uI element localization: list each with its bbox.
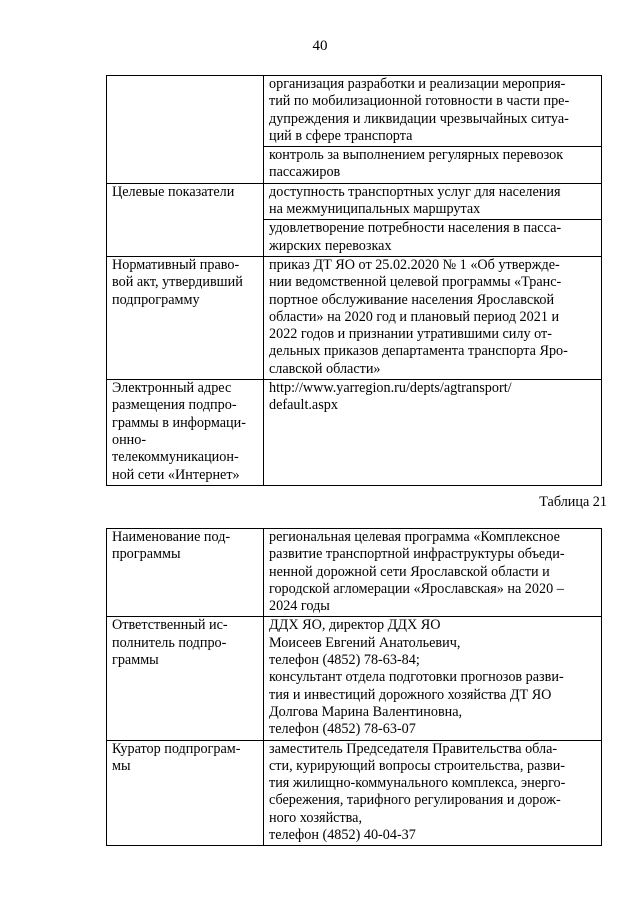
label-line: полнитель подпро-: [112, 634, 227, 651]
value-line: ций в сфере транспорта: [269, 127, 413, 144]
row-label-cell: [107, 740, 264, 846]
value-line: консультант отдела подготовки прогнозов разви-: [269, 669, 564, 686]
label-line: размещения подпро-: [112, 397, 237, 414]
value-line: городской агломерации «Ярославская» на 2020 –: [269, 580, 564, 597]
value-line: ного хозяйства,: [269, 809, 363, 826]
subprogram-passport-table-21: [106, 528, 602, 846]
row-value-cell: [264, 183, 602, 220]
value-line: default.aspx: [269, 397, 338, 414]
value-line: нии ведомственной целевой программы «Транс-: [269, 274, 562, 291]
label-line: Наименование под-: [112, 529, 231, 545]
value-line: телефон (4852) 78-63-84;: [269, 652, 420, 669]
value-line: организация разработки и реализации мероприя-: [269, 76, 566, 92]
label-line: Ответственный ис-: [112, 617, 228, 634]
row-label-cell: [107, 529, 264, 617]
value-line: региональная целевая программа «Комплексное: [269, 529, 560, 545]
row-value-cell: [264, 76, 602, 147]
value-line: контроль за выполнением регулярных перевозок: [269, 147, 564, 164]
label-line: ной сети «Интернет»: [112, 466, 240, 483]
value-line: 2024 годы: [269, 598, 330, 615]
value-line: телефон (4852) 40-04-37: [269, 827, 416, 844]
label-line: телекоммуникацион-: [112, 449, 239, 466]
value-line: тия и инвестиций дорожного хозяйства ДТ ЯО: [269, 686, 552, 703]
row-label-cell: [107, 380, 264, 486]
value-line: дупреждения и ликвидации чрезвычайных ситуа-: [269, 110, 569, 127]
row-value-cell: [264, 617, 602, 740]
value-line: тия жилищно-коммунального комплекса, энерго-: [269, 775, 566, 792]
value-line: области» на 2020 год и плановый период 2021 и: [269, 308, 560, 325]
value-line: сти, курирующий вопросы строительства, разви-: [269, 757, 566, 774]
row-value-cell: [264, 380, 602, 486]
table-caption: Таблица 21: [539, 494, 607, 510]
value-line: удовлетворение потребности населения в пасса-: [269, 220, 562, 237]
page-number: 40: [312, 38, 328, 54]
label-line: Куратор подпрограм-: [112, 740, 241, 757]
label-line: граммы: [112, 652, 159, 669]
label-line: программы: [112, 546, 181, 563]
table-row: [107, 740, 602, 846]
table-row: [107, 76, 602, 147]
value-line: развитие транспортной инфраструктуры объеди-: [269, 546, 565, 563]
row-label-cell: [107, 76, 264, 184]
value-line: 2022 годов и признании утратившими силу от-: [269, 326, 552, 343]
label-line: граммы в информаци-: [112, 414, 246, 431]
row-label-cell: [107, 617, 264, 740]
table-row: [107, 183, 602, 220]
row-label-cell: [107, 256, 264, 379]
value-line: портное обслуживание населения Ярославской: [269, 291, 555, 308]
label-line: онно-: [112, 431, 147, 448]
value-line: приказ ДТ ЯО от 25.02.2020 № 1 «Об утвержде-: [269, 256, 560, 273]
row-value-cell: [264, 147, 602, 184]
value-line: Долгова Марина Валентиновна,: [269, 703, 463, 720]
label-line: Целевые показатели: [112, 183, 235, 200]
subprogram-passport-table-continued: [106, 75, 602, 486]
value-line: тий по мобилизационной готовности в части пре-: [269, 93, 570, 110]
value-line: славской области»: [269, 360, 381, 377]
row-value-cell: [264, 529, 602, 617]
value-line: дельных приказов департамента транспорта Яро-: [269, 343, 568, 360]
table-row: [107, 380, 602, 486]
row-value-cell: [264, 256, 602, 379]
value-line: http://www.yarregion.ru/depts/agtransport/: [269, 380, 512, 397]
value-line: ненной дорожной сети Ярославской области и: [269, 563, 550, 580]
value-line: пассажиров: [269, 164, 341, 181]
value-line: Моисеев Евгений Анатольевич,: [269, 634, 461, 651]
value-line: доступность транспортных услуг для населения: [269, 183, 561, 200]
label-line: подпрограмму: [112, 291, 200, 308]
label-line: мы: [112, 757, 131, 774]
row-label-cell: [107, 183, 264, 256]
value-line: жирских перевозках: [269, 237, 392, 254]
row-value-cell: [264, 220, 602, 257]
value-line: на межмуниципальных маршрутах: [269, 201, 481, 218]
label-line: Электронный адрес: [112, 380, 232, 397]
value-line: заместитель Председателя Правительства обла-: [269, 740, 558, 757]
table-row: [107, 256, 602, 379]
label-line: Нормативный право-: [112, 256, 240, 273]
value-line: телефон (4852) 78-63-07: [269, 721, 416, 738]
row-value-cell: [264, 740, 602, 846]
value-line: сбережения, тарифного регулирования и дорож-: [269, 792, 561, 809]
label-line: вой акт, утвердивший: [112, 274, 243, 291]
table-row: [107, 617, 602, 740]
value-line: ДДХ ЯО, директор ДДХ ЯО: [269, 617, 441, 634]
table-row: [107, 529, 602, 617]
